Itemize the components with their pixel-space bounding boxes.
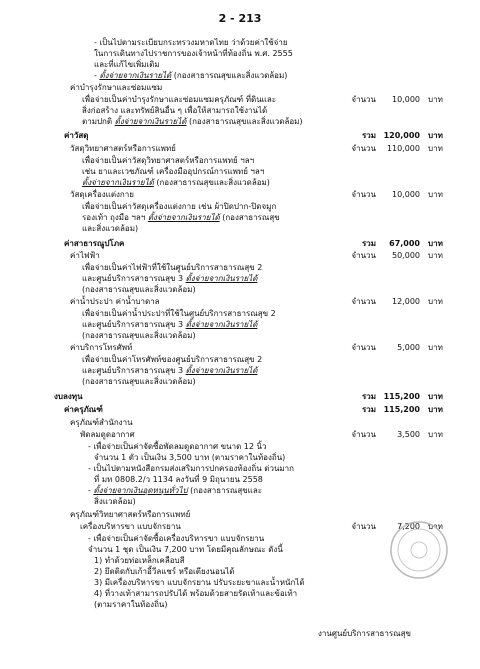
amount-phone: 5,000 xyxy=(397,343,420,352)
baht-label: บาท xyxy=(428,405,443,414)
section-title-durables: ค่าครุภัณฑ์ xyxy=(64,405,103,414)
amount-materials-total: 120,000 xyxy=(383,131,420,140)
baht-label: บาท xyxy=(428,522,443,531)
text-line: และศูนย์บริการสาธารณสุข 3 ตั้งจ่ายจากเงินรายได้ xyxy=(82,320,258,329)
text-line: 3) มีเครื่องบริหารขา แบบจักรยาน ปรับระยะขาและน้ำหนักได้ xyxy=(94,578,305,587)
text-line: - เพื่อจ่ายเป็นค่าจัดซื้อเครื่องบริหารขา แบบจักรยาน xyxy=(88,534,265,543)
section-title-investment: งบลงทุน xyxy=(54,392,83,401)
text-line: ตั้งจ่ายจากเงินรายได้ (กองสาธารณสุขและสิ่งแวดล้อม) xyxy=(82,178,270,187)
text-line: 1) ทำด้วยท่อเหล็กเคลือบสี xyxy=(94,556,185,565)
baht-label: บาท xyxy=(428,190,443,199)
text-line: เพื่อจ่ายเป็นค่าไฟฟ้าที่ใช้ในศูนย์บริการสาธารณสุข 2 xyxy=(82,263,263,272)
section-title-utilities: ค่าสาธารณูปโภค xyxy=(64,239,125,248)
baht-label: บาท xyxy=(428,239,443,248)
amount-utilities-total: 67,000 xyxy=(389,239,420,248)
count-label: จำนวน xyxy=(351,522,376,531)
item-title-exercise-bike: เครื่องบริหารขา แบบจักรยาน xyxy=(80,522,181,531)
count-label: จำนวน xyxy=(351,343,376,352)
text-line: (กองสาธารณสุขและสิ่งแวดล้อม) xyxy=(82,377,196,386)
baht-label: บาท xyxy=(428,251,443,260)
text-line: (ตามราคาในท้องถิ่น) xyxy=(94,600,168,609)
item-title-office-equipment: ครุภัณฑ์สำนักงาน xyxy=(70,418,133,427)
amount-investment-total: 115,200 xyxy=(383,392,420,401)
text-line: 4) ที่วางเท้าสามารถปรับได้ พร้อมด้วยสายรัดเท้าและข้อเท้า xyxy=(94,589,298,598)
text-line: จำนวน 1 ตัว เป็นเงิน 3,500 บาท (ตามราคาในท้องถิ่น) xyxy=(94,453,286,462)
total-label: รวม xyxy=(361,405,376,414)
text-line: - ตั้งจ่ายจากเงินอุดหนุนทั่วไป (กองสาธารณสุขและ xyxy=(88,486,263,495)
count-label: จำนวน xyxy=(351,95,376,104)
text-line: (กองสาธารณสุขและสิ่งแวดล้อม) xyxy=(82,331,196,340)
amount-water: 12,000 xyxy=(392,297,420,306)
text-line: สิ่งก่อสร้าง และทรัพย์สินอื่น ๆ เพื่อให้สามารถใช้งานได้ xyxy=(82,106,268,115)
amount-clothing: 10,000 xyxy=(392,190,420,199)
text-line: - เพื่อจ่ายเป็นค่าจัดซื้อพัดลมดูดอากาศ ขนาด 12 นิ้ว xyxy=(88,442,267,451)
text-line: เพื่อจ่ายเป็นค่าน้ำประปาที่ใช้ในศูนย์บริการสาธารณสุข 2 xyxy=(82,309,276,318)
text-line: และศูนย์บริการสาธารณสุข 3 ตั้งจ่ายจากเงินรายได้ xyxy=(82,274,258,283)
item-title-electricity: ค่าไฟฟ้า xyxy=(70,251,100,260)
baht-label: บาท xyxy=(428,430,443,439)
amount-medical-supplies: 110,000 xyxy=(386,144,420,153)
total-label: รวม xyxy=(361,392,376,401)
text-line: - ตั้งจ่ายจากเงินรายได้ (กองสาธารณสุขและสิ่งแวดล้อม) xyxy=(94,71,288,80)
baht-label: บาท xyxy=(428,144,443,153)
text-line: จำนวน 1 ชุด เป็นเงิน 7,200 บาท โดยมีคุณลักษณะ ดังนี้ xyxy=(88,545,283,554)
total-label: รวม xyxy=(361,131,376,140)
item-title-medical-equipment: ครุภัณฑ์วิทยาศาสตร์หรือการแพทย์ xyxy=(70,510,191,519)
amount-exhaust-fan: 3,500 xyxy=(397,430,420,439)
baht-label: บาท xyxy=(428,131,443,140)
text-line: ตามปกติ ตั้งจ่ายจากเงินรายได้ (กองสาธารณสุขและสิ่งแวดล้อม) xyxy=(82,117,303,126)
amount-exercise-bike: 7,200 xyxy=(397,522,420,531)
amount-electricity: 50,000 xyxy=(392,251,420,260)
text-line: ในการเดินทางไปราชการของเจ้าหน้าที่ท้องถิ่น พ.ศ. 2555 xyxy=(94,49,293,58)
text-line: เช่น ยาและเวชภัณฑ์ เครื่องมืออุปกรณ์การแพทย์ ฯลฯ xyxy=(82,167,265,176)
count-label: จำนวน xyxy=(351,297,376,306)
count-label: จำนวน xyxy=(351,144,376,153)
item-title-exhaust-fan: พัดลมดูดอากาศ xyxy=(80,430,135,439)
text-line: - เป็นไปตามระเบียบกระทรวงมหาดไทย ว่าด้วยค่าใช้จ่าย xyxy=(94,38,288,47)
text-line: เพื่อจ่ายเป็นค่าโทรศัพท์ของศูนย์บริการสาธารณสุข 2 xyxy=(82,355,263,364)
count-label: จำนวน xyxy=(351,430,376,439)
amount-repair: 10,000 xyxy=(392,95,420,104)
baht-label: บาท xyxy=(428,343,443,352)
text-line: เพื่อจ่ายเป็นค่าวัสดุเครื่องแต่งกาย เช่น ผ้าปิดปาก-ปิดจมูก xyxy=(82,202,277,211)
section-title-materials: ค่าวัสดุ xyxy=(64,131,89,140)
text-line: และที่แก้ไขเพิ่มเติม xyxy=(94,60,160,69)
text-line: เพื่อจ่ายเป็นค่าวัสดุวิทยาศาสตร์หรือการแพทย์ ฯลฯ xyxy=(82,156,255,165)
baht-label: บาท xyxy=(428,297,443,306)
count-label: จำนวน xyxy=(351,251,376,260)
text-line: เพื่อจ่ายเป็นค่าบำรุงรักษาและซ่อมแซมครุภัณฑ์ ที่ดินและ xyxy=(82,95,277,104)
item-title-repair: ค่าบำรุงรักษาและซ่อมแซม xyxy=(70,83,163,92)
page-number: 2 - 213 xyxy=(218,12,262,25)
official-stamp-icon xyxy=(388,519,450,581)
baht-label: บาท xyxy=(428,95,443,104)
amount-durables-total: 115,200 xyxy=(383,405,420,414)
text-line: และศูนย์บริการสาธารณสุข 3 ตั้งจ่ายจากเงินรายได้ xyxy=(82,366,258,375)
baht-label: บาท xyxy=(428,392,443,401)
count-label: จำนวน xyxy=(351,190,376,199)
item-title-water: ค่าน้ำประปา ค่าน้ำบาดาล xyxy=(70,297,160,306)
item-title-medical-supplies: วัสดุวิทยาศาสตร์หรือการแพทย์ xyxy=(70,144,176,153)
text-line: 2) ยึดติดกับเก้าอี้วีลแชร์ หรือเตียงนอนได้ xyxy=(94,567,235,576)
text-line: สิ่งแวดล้อม) xyxy=(94,497,136,506)
footer-department: งานศูนย์บริการสาธารณสุข xyxy=(318,629,411,638)
item-title-phone: ค่าบริการโทรศัพท์ xyxy=(70,343,133,352)
text-line: ที่ มท 0808.2/ว 1134 ลงวันที่ 9 มิถุนายน 2558 xyxy=(94,475,263,484)
item-title-clothing: วัสดุเครื่องแต่งกาย xyxy=(70,190,134,199)
text-line: (กองสาธารณสุขและสิ่งแวดล้อม) xyxy=(82,285,196,294)
total-label: รวม xyxy=(361,239,376,248)
text-line: รองเท้า ถุงมือ ฯลฯ ตั้งจ่ายจากเงินรายได้ (กองสาธารณสุข xyxy=(82,213,280,222)
text-line: - เป็นไปตามหนังสือกรมส่งเสริมการปกครองท้องถิ่น ด่วนมาก xyxy=(88,464,295,473)
text-line: และสิ่งแวดล้อม) xyxy=(82,224,139,233)
